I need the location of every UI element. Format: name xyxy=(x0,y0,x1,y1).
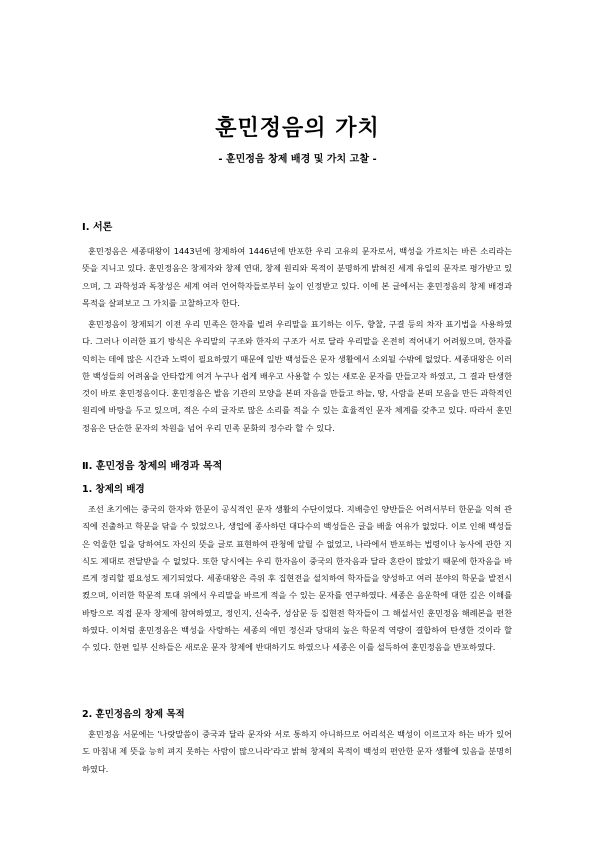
paragraph: 훈민정음 서문에는 '나랏말씀이 중국과 달라 문자와 서로 통하지 아니하므로 어리석은 백성이 이르고자 하는 바가 있어도 마침내 제 뜻을 능히 펴지 못하는 사람이 많으니라'라고 밝혀 창제의 목적이 백성의 편안한 문자 생활에 있음을 분명히 하였다. xyxy=(82,729,512,774)
paragraph: 조선 초기에는 중국의 한자와 한문이 공식적인 문자 생활의 수단이었다. 지배층인 양반들은 어려서부터 한문을 익혀 관직에 진출하고 학문을 닦을 수 있었으나, 생업에 종사하던 대다수의 백성들은 글을 배울 여유가 없었다. 이로 인해 백성들은 억울한 일을 당하여도 자신의 뜻을 글로 표현하여 관청에 알릴 수 없었고, 나라에서 반포하는 법령이나 농사에 관한 지식도 제대로 전달받을 수 없었다. 또한 당시에는 우리 한자음이 중국의 한자음과 달라 혼란이 많았기 때문에 한자음을 바르게 정리할 필요성도 제기되었다. 세종대왕은 즉위 후 집현전을 설치하여 학자들을 양성하고 여러 분야의 학문을 발전시켰으며, 이러한 학문적 토대 위에서 우리말을 바르게 적을 수 있는 문자를 연구하였다. 세종은 음운학에 대한 깊은 이해를 바탕으로 직접 문자 창제에 참여하였고, 정인지, 신숙주, 성삼문 등 집현전 학자들이 그 해설서인 훈민정음 해례본을 편찬하였다. 이처럼 훈민정음은 백성을 사랑하는 세종의 애민 정신과 당대의 높은 학문적 역량이 결합하여 탄생한 것이라 할 수 있다. 한편 일부 신하들은 새로운 문자 창제에 반대하기도 하였으나 세종은 이를 설득하여 훈민정음을 반포하였다. xyxy=(82,504,512,653)
section-heading-introduction: Ⅰ. 서론 xyxy=(82,222,113,233)
subsection-heading-background: 1. 창제의 배경 xyxy=(82,484,145,495)
section-heading-background: Ⅱ. 훈민정음 창제의 배경과 목적 xyxy=(82,461,223,472)
paragraph: 훈민정음은 세종대왕이 1443년에 창제하여 1446년에 반포한 우리 고유의 문자로서, 백성을 가르치는 바른 소리라는 뜻을 지니고 있다. 훈민정음은 창제자와 창제 연대, 창제 원리와 목적이 분명하게 밝혀진 세계 유일의 문자로 평가받고 있으며, 그 과학성과 독창성은 세계 여러 언어학자들로부터 높이 인정받고 있다. 이에 본 글에서는 훈민정음의 창제 배경과 목적을 살펴보고 그 가치를 고찰하고자 한다. xyxy=(82,246,512,308)
paragraph: 훈민정음이 창제되기 이전 우리 민족은 한자를 빌려 우리말을 표기하는 이두, 향찰, 구결 등의 차자 표기법을 사용하였다. 그러나 이러한 표기 방식은 우리말의 구조와 한자의 구조가 서로 달라 우리말을 온전히 적어내기 어려웠으며, 한자를 익히는 데에 많은 시간과 노력이 필요하였기 때문에 일반 백성들은 문자 생활에서 소외될 수밖에 없었다. 세종대왕은 이러한 백성들의 어려움을 안타깝게 여겨 누구나 쉽게 배우고 사용할 수 있는 새로운 문자를 만들고자 하였고, 그 결과 탄생한 것이 바로 훈민정음이다. 훈민정음은 발음 기관의 모양을 본떠 자음을 만들고 하늘, 땅, 사람을 본떠 모음을 만든 과학적인 원리에 바탕을 두고 있으며, 적은 수의 글자로 많은 소리를 적을 수 있는 효율적인 문자 체계를 갖추고 있다. 따라서 훈민정음은 단순한 문자의 차원을 넘어 우리 민족 문화의 정수라 할 수 있다. xyxy=(82,319,512,433)
document-title: 훈민정음의 가치 xyxy=(215,116,380,141)
subsection-heading-purpose: 2. 훈민정음의 창제 목적 xyxy=(82,709,185,720)
document-subtitle: - 훈민정음 창제 배경 및 가치 고찰 - xyxy=(218,154,377,165)
